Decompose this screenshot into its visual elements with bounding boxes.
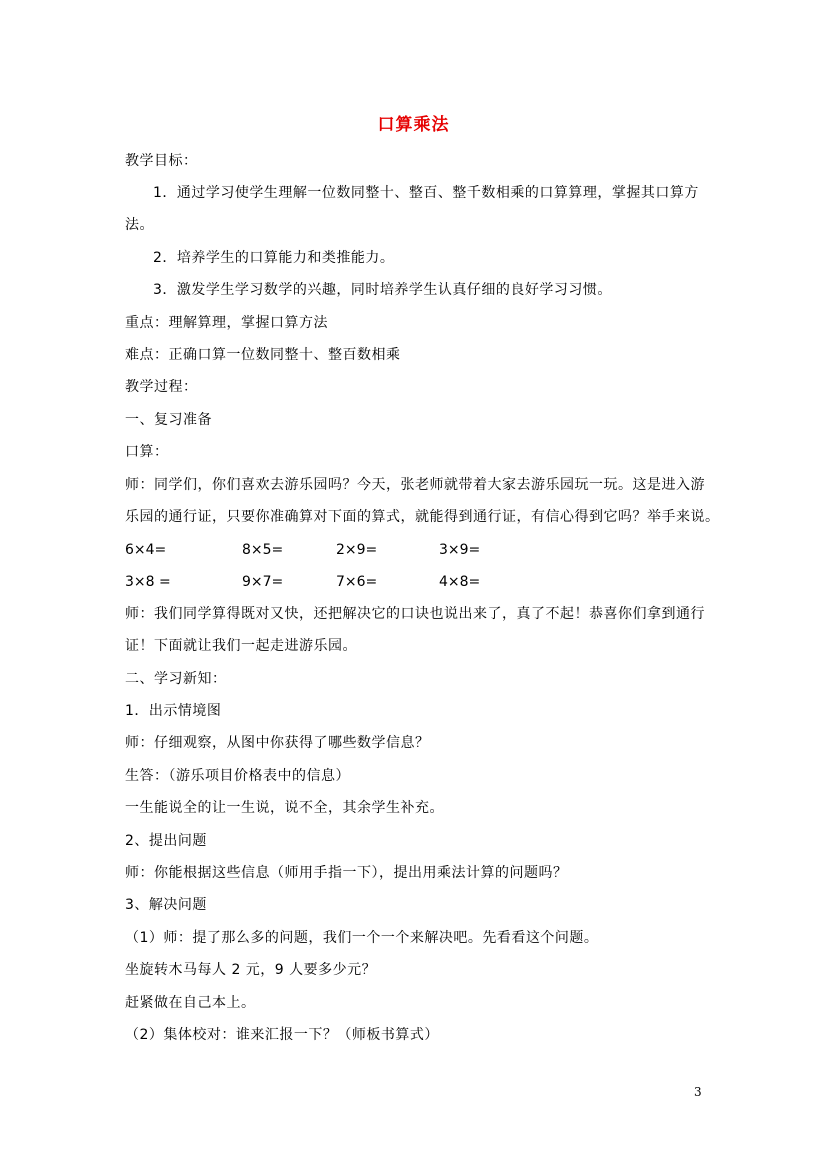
section-2-heading: 二、学习新知： bbox=[125, 671, 227, 687]
teacher-text-1-line-2: 乐园的通行证，只要你准确算对下面的算式，就能得到通行证，有信心得到它吗？举手来说。 bbox=[125, 509, 720, 525]
student-answer: 生答：（游乐项目价格表中的信息） bbox=[125, 768, 350, 784]
part-1: （1）师：提了那么多的问题，我们一个一个来解决吧。先看看这个问题。 bbox=[125, 930, 599, 946]
question: 坐旋转木马每人 2 元，9 人要多少元？ bbox=[125, 962, 377, 978]
note-1: 一生能说全的让一生说，说不全，其余学生补充。 bbox=[125, 800, 444, 816]
instruction: 赶紧做在自己本上。 bbox=[125, 995, 256, 1011]
section-1-heading: 一、复习准备 bbox=[125, 412, 212, 428]
calc-item: 3×9= bbox=[439, 542, 481, 558]
difficulty: 难点：正确口算一位数同整十、整百数相乘 bbox=[125, 347, 401, 363]
calc-item: 6×4= bbox=[125, 542, 167, 558]
step-1: 1．出示情境图 bbox=[125, 703, 222, 719]
goal-2: 2．培养学生的口算能力和类推能力。 bbox=[153, 250, 395, 266]
calc-item: 9×7= bbox=[242, 574, 284, 590]
teacher-text-2-line-2: 证！下面就让我们一起走进游乐园。 bbox=[125, 638, 357, 654]
goal-1-line-1: 1．通过学习使学生理解一位数同整十、整百、整千数相乘的口算算理，掌握其口算方 bbox=[153, 185, 699, 201]
teacher-text-2-line-1: 师：我们同学算得既对又快，还把解决它的口诀也说出来了，真了不起！恭喜你们拿到通行 bbox=[125, 606, 705, 622]
calc-item: 2×9= bbox=[336, 542, 378, 558]
oral-calc-label: 口算： bbox=[125, 444, 169, 460]
teacher-text-3: 师：仔细观察，从图中你获得了哪些数学信息？ bbox=[125, 735, 430, 751]
calc-item: 8×5= bbox=[242, 542, 284, 558]
calc-item: 4×8= bbox=[439, 574, 481, 590]
process-heading: 教学过程： bbox=[125, 379, 198, 395]
part-2: （2）集体校对：谁来汇报一下？（师板书算式） bbox=[125, 1027, 439, 1043]
goal-3: 3．激发学生学习数学的兴趣，同时培养学生认真仔细的良好学习习惯。 bbox=[153, 282, 612, 298]
teacher-text-1-line-1: 师：同学们，你们喜欢去游乐园吗？今天，张老师就带着大家去游乐园玩一玩。这是进入游 bbox=[125, 477, 705, 493]
calc-item: 3×8 = bbox=[125, 574, 171, 590]
page-number: 3 bbox=[694, 1085, 702, 1099]
goal-1-line-2: 法。 bbox=[125, 217, 154, 233]
key-point: 重点：理解算理，掌握口算方法 bbox=[125, 315, 328, 331]
step-3: 3、解决问题 bbox=[125, 897, 207, 913]
goals-heading: 教学目标： bbox=[125, 153, 198, 169]
teacher-text-4: 师：你能根据这些信息（师用手指一下），提出用乘法计算的问题吗？ bbox=[125, 865, 568, 881]
step-2: 2、提出问题 bbox=[125, 833, 207, 849]
page-title: 口算乘法 bbox=[377, 115, 450, 135]
calc-item: 7×6= bbox=[336, 574, 378, 590]
